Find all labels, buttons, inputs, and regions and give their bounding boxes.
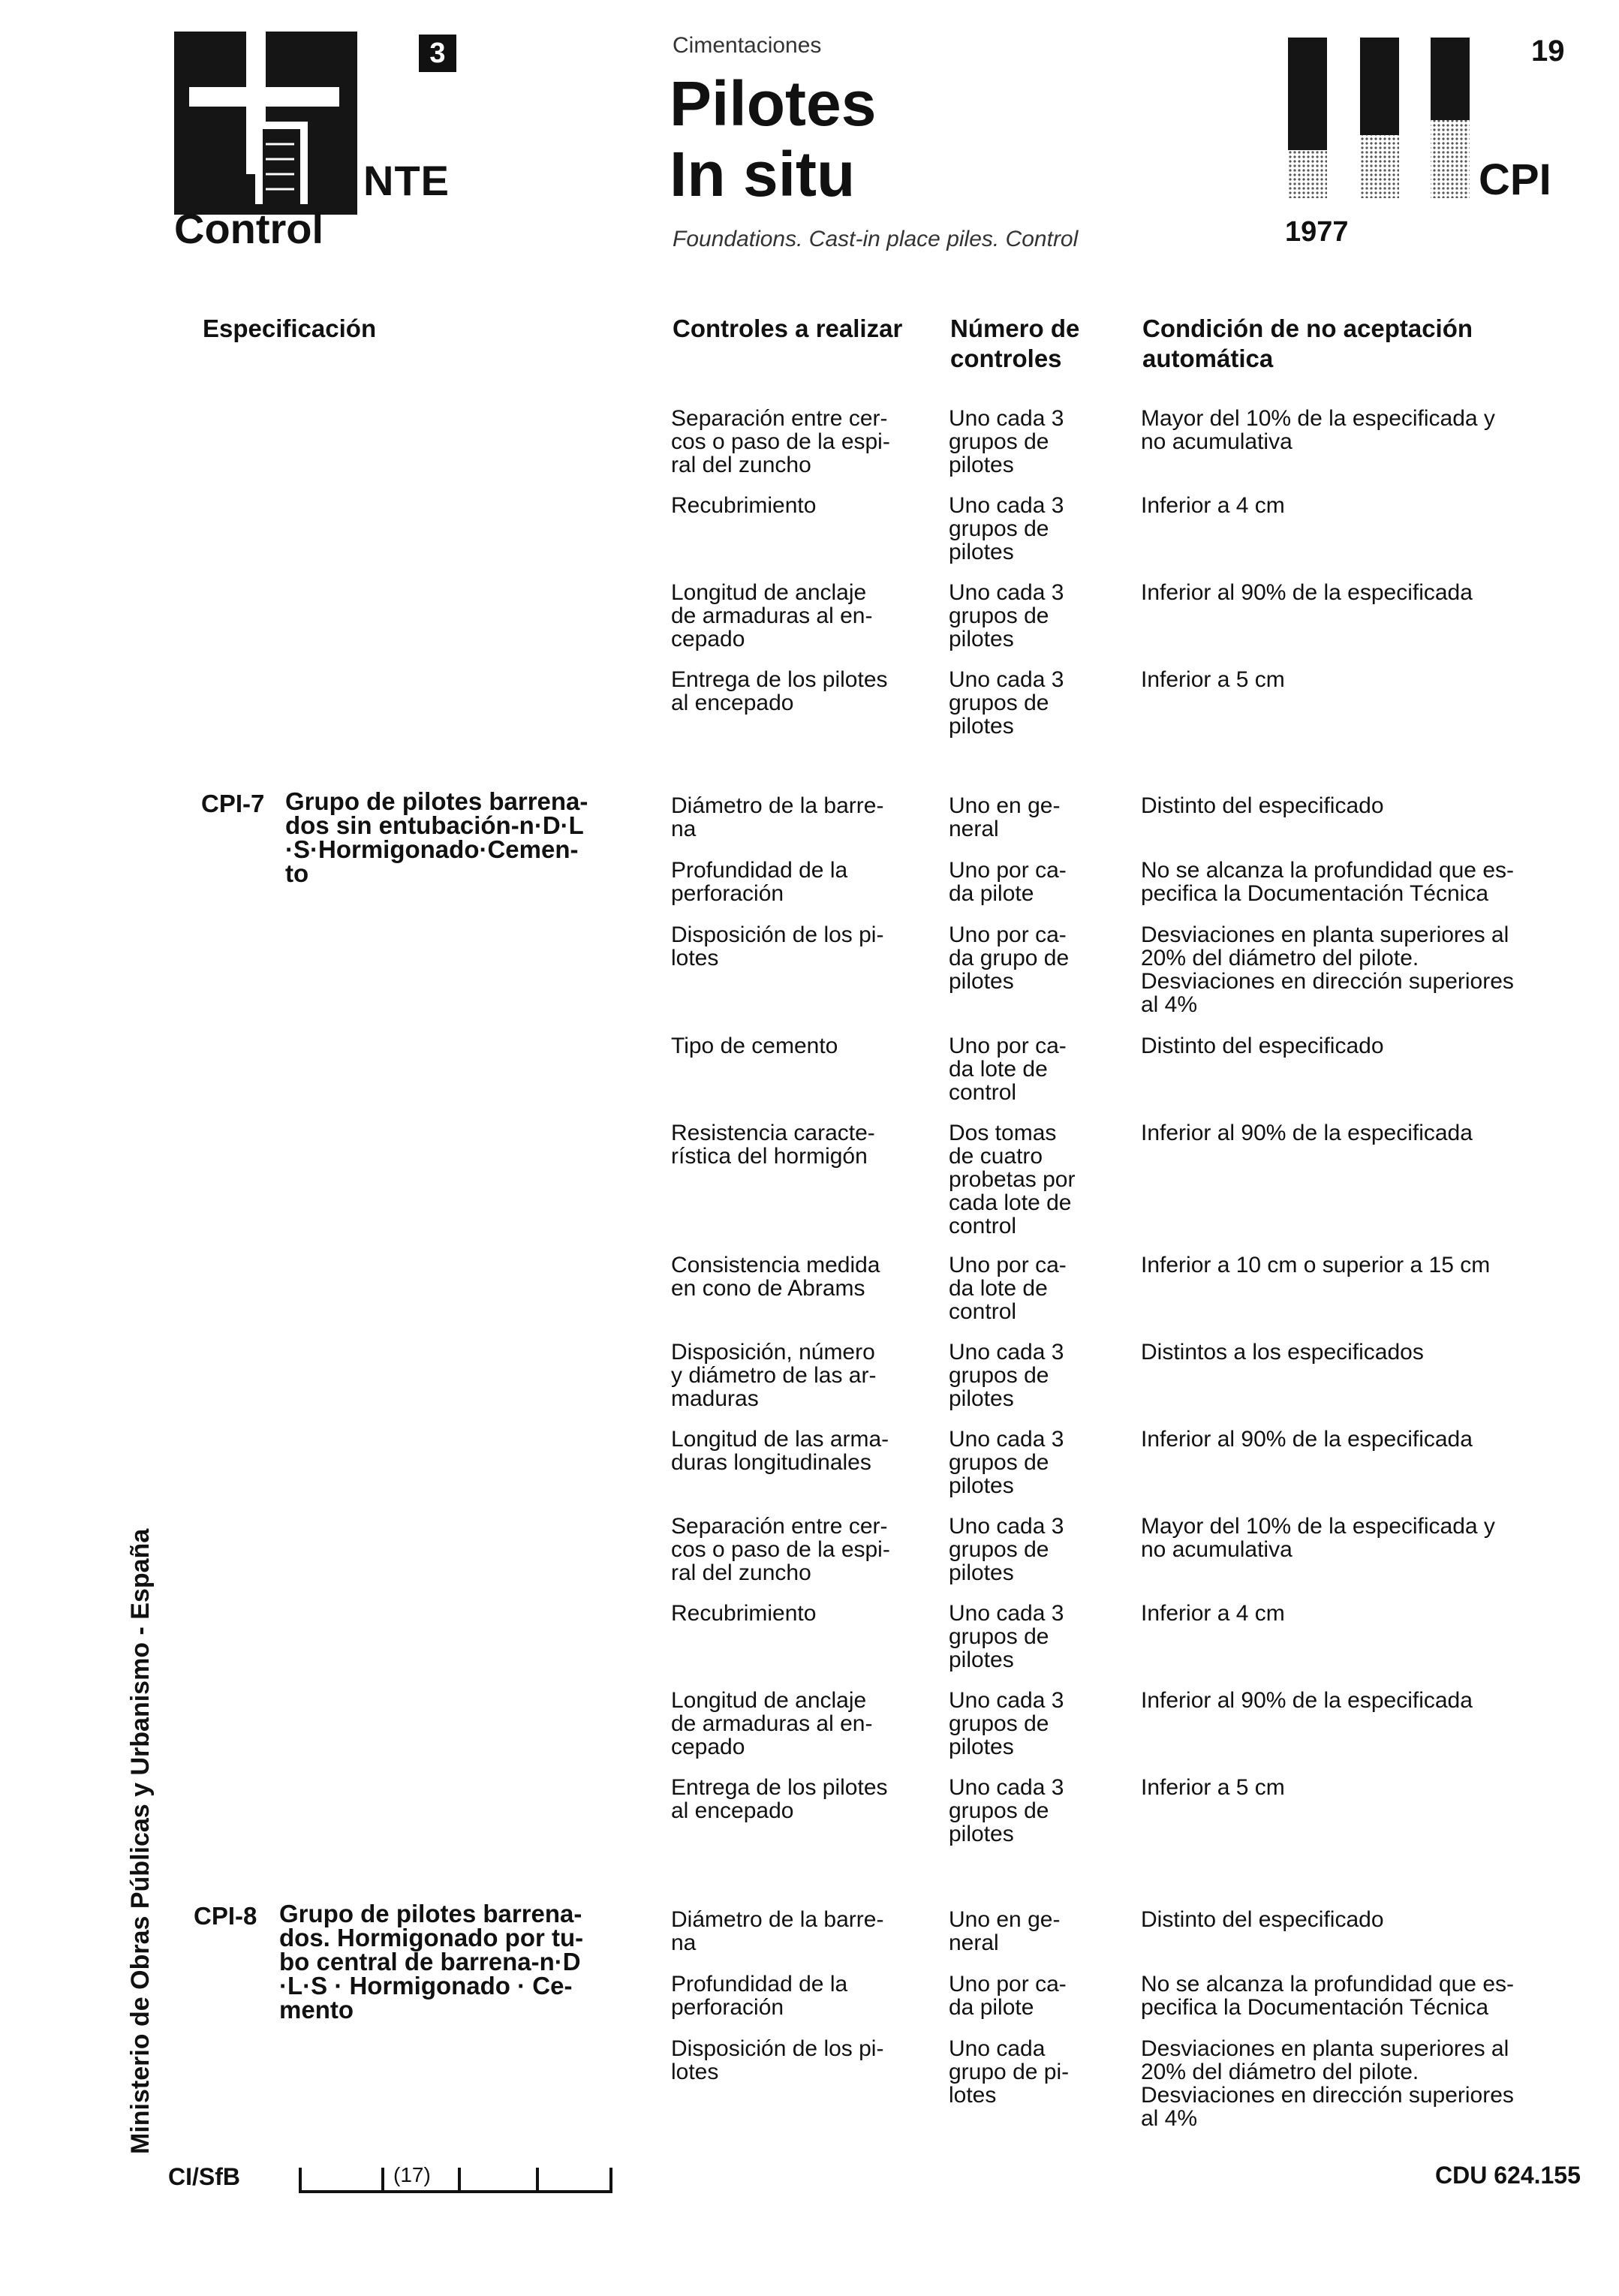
condition-cell: Inferior a 5 cm (1141, 1775, 1285, 1800)
condition-cell: Distinto del especificado (1141, 1034, 1384, 1058)
control-cell: Longitud de anclaje de armaduras al en- cepado (671, 1688, 873, 1759)
number-cell: Uno cada grupo de pi- lotes (949, 2036, 1070, 2108)
control-cell: Longitud de las arma- duras longitudinales (671, 1427, 889, 1475)
section-badge: 3 (419, 35, 456, 72)
control-cell: Separación entre cer- cos o paso de la espi- ral del zuncho (671, 406, 890, 477)
control-cell: Diámetro de la barre- na (671, 1907, 884, 1955)
nte-logo (174, 32, 357, 215)
condition-cell: Inferior a 4 cm (1141, 493, 1285, 518)
condition-cell: Inferior a 10 cm o superior a 15 cm (1141, 1253, 1491, 1277)
condition-cell: No se alcanza la profundidad que es- pecifica la Documentación Técnica (1141, 858, 1514, 906)
column-header-controls: Controles a realizar (673, 314, 903, 342)
condition-cell: Desviaciones en planta superiores al 20% del diámetro del pilote. Desviaciones en dirección superiores al 4% (1141, 922, 1514, 1017)
condition-cell: Inferior a 4 cm (1141, 1601, 1285, 1626)
condition-cell: Inferior al 90% de la especificada (1141, 580, 1473, 605)
control-cell: Profundidad de la perforación (671, 1972, 848, 2020)
control-cell: Separación entre cer- cos o paso de la espi- ral del zuncho (671, 1514, 890, 1585)
condition-cell: No se alcanza la profundidad que es- pecifica la Documentación Técnica (1141, 1972, 1514, 2020)
page-number: 19 (1531, 35, 1565, 68)
spec-code: CPI-7 (201, 790, 265, 817)
cisfb-label: CI/SfB (168, 2163, 240, 2190)
year: 1977 (1285, 216, 1349, 248)
control-cell: Recubrimiento (671, 493, 817, 518)
control-cell: Disposición de los pi- lotes (671, 922, 884, 970)
control-cell: Entrega de los pilotes al encepado (671, 667, 888, 715)
number-cell: Uno por ca- da lote de control (949, 1253, 1067, 1324)
series-label: NTE (363, 157, 450, 204)
control-cell: Diámetro de la barre- na (671, 793, 884, 841)
number-cell: Uno por ca- da lote de control (949, 1034, 1067, 1105)
document-code: CPI (1479, 155, 1551, 204)
number-cell: Uno cada 3 grupos de pilotes (949, 1514, 1064, 1585)
number-cell: Dos tomas de cuatro probetas por cada lote de control (949, 1121, 1076, 1238)
control-cell: Consistencia medida en cono de Abrams (671, 1253, 880, 1301)
control-cell: Tipo de cemento (671, 1034, 838, 1058)
number-cell: Uno por ca- da pilote (949, 858, 1067, 906)
number-cell: Uno en ge- neral (949, 793, 1061, 841)
control-cell: Disposición de los pi- lotes (671, 2036, 884, 2084)
number-cell: Uno cada 3 grupos de pilotes (949, 1688, 1064, 1759)
number-cell: Uno cada 3 grupos de pilotes (949, 1601, 1064, 1672)
number-cell: Uno cada 3 grupos de pilotes (949, 493, 1064, 564)
control-cell: Entrega de los pilotes al encepado (671, 1775, 888, 1823)
spec-code: CPI-8 (194, 1902, 257, 1930)
condition-cell: Inferior al 90% de la especificada (1141, 1121, 1473, 1145)
number-cell: Uno cada 3 grupos de pilotes (949, 406, 1064, 477)
cisfb-scale (297, 2160, 615, 2198)
condition-cell: Inferior a 5 cm (1141, 667, 1285, 692)
condition-cell: Mayor del 10% de la especificada y no acumulativa (1141, 406, 1495, 454)
number-cell: Uno en ge- neral (949, 1907, 1061, 1955)
cpi-pile-graphic (1288, 38, 1471, 198)
control-cell: Resistencia caracte- rística del hormigón (671, 1121, 875, 1169)
condition-cell: Distinto del especificado (1141, 1907, 1384, 1932)
number-cell: Uno cada 3 grupos de pilotes (949, 1340, 1064, 1411)
spec-title: Grupo de pilotes barrena- dos. Hormigonado por tu- bo central de barrena-n·D ·L·S · Hormigonado · Ce- mento (279, 1900, 584, 2024)
condition-cell: Inferior al 90% de la especificada (1141, 1427, 1473, 1452)
section-label: Control (174, 205, 324, 252)
number-cell: Uno cada 3 grupos de pilotes (949, 580, 1064, 651)
ministry-side-text: Ministerio de Obras Públicas y Urbanismo - España (126, 1528, 155, 2154)
control-cell: Profundidad de la perforación (671, 858, 848, 906)
control-cell: Recubrimiento (671, 1601, 817, 1626)
number-cell: Uno cada 3 grupos de pilotes (949, 667, 1064, 739)
column-header-condition: Condición de no aceptación automática (1142, 314, 1473, 372)
number-cell: Uno cada 3 grupos de pilotes (949, 1427, 1064, 1498)
control-cell: Disposición, número y diámetro de las ar- maduras (671, 1340, 877, 1411)
condition-cell: Desviaciones en planta superiores al 20% del diámetro del pilote. Desviaciones en dirección superiores al 4% (1141, 2036, 1514, 2131)
title-line-1: Pilotes (670, 68, 877, 139)
cdu-code: CDU 624.155 (1435, 2162, 1581, 2189)
condition-cell: Inferior al 90% de la especificada (1141, 1688, 1473, 1713)
control-cell: Longitud de anclaje de armaduras al en- cepado (671, 580, 873, 651)
column-header-spec: Especificación (203, 314, 377, 342)
english-subtitle: Foundations. Cast-in place piles. Control (673, 227, 1079, 251)
title-line-2: In situ (670, 139, 856, 209)
number-cell: Uno por ca- da pilote (949, 1972, 1067, 2020)
condition-cell: Mayor del 10% de la especificada y no acumulativa (1141, 1514, 1495, 1562)
scale-label: (17) (393, 2163, 431, 2186)
subject: Cimentaciones (673, 33, 822, 58)
condition-cell: Distintos a los especificados (1141, 1340, 1424, 1365)
column-header-number: Número de controles (950, 314, 1080, 372)
number-cell: Uno cada 3 grupos de pilotes (949, 1775, 1064, 1846)
spec-title: Grupo de pilotes barrena- dos sin entubación-n·D·L ·S·Hormigonado·Cemen- to (285, 787, 588, 887)
number-cell: Uno por ca- da grupo de pilotes (949, 922, 1070, 994)
condition-cell: Distinto del especificado (1141, 793, 1384, 818)
